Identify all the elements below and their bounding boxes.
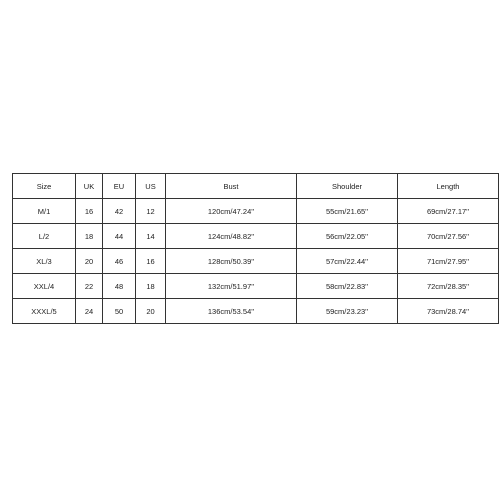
cell-size: XXL/4 <box>13 274 76 299</box>
cell-size: L/2 <box>13 224 76 249</box>
cell-bust: 124cm/48.82'' <box>166 224 297 249</box>
cell-length: 70cm/27.56'' <box>398 224 499 249</box>
table-row <box>13 199 499 224</box>
cell-bust: 136cm/53.54'' <box>166 299 297 324</box>
header-row <box>13 174 499 199</box>
cell-shoulder: 57cm/22.44'' <box>297 249 398 274</box>
cell-us: 18 <box>136 274 166 299</box>
cell-us: 16 <box>136 249 166 274</box>
cell-eu: 48 <box>103 274 136 299</box>
header-shoulder: Shoulder <box>297 174 398 199</box>
cell-bust: 128cm/50.39'' <box>166 249 297 274</box>
cell-eu: 50 <box>103 299 136 324</box>
cell-uk: 22 <box>76 274 103 299</box>
table-row <box>13 299 499 324</box>
header-size: Size <box>13 174 76 199</box>
cell-uk: 20 <box>76 249 103 274</box>
cell-length: 73cm/28.74'' <box>398 299 499 324</box>
cell-shoulder: 55cm/21.65'' <box>297 199 398 224</box>
cell-shoulder: 56cm/22.05'' <box>297 224 398 249</box>
table-row <box>13 249 499 274</box>
cell-bust: 132cm/51.97'' <box>166 274 297 299</box>
cell-uk: 18 <box>76 224 103 249</box>
header-uk: UK <box>76 174 103 199</box>
cell-eu: 42 <box>103 199 136 224</box>
cell-uk: 24 <box>76 299 103 324</box>
cell-length: 72cm/28.35'' <box>398 274 499 299</box>
cell-bust: 120cm/47.24'' <box>166 199 297 224</box>
header-us: US <box>136 174 166 199</box>
cell-eu: 46 <box>103 249 136 274</box>
header-length: Length <box>398 174 499 199</box>
cell-us: 12 <box>136 199 166 224</box>
cell-length: 71cm/27.95'' <box>398 249 499 274</box>
header-eu: EU <box>103 174 136 199</box>
cell-us: 20 <box>136 299 166 324</box>
cell-shoulder: 59cm/23.23'' <box>297 299 398 324</box>
cell-size: XL/3 <box>13 249 76 274</box>
cell-size: XXXL/5 <box>13 299 76 324</box>
table-row <box>13 224 499 249</box>
cell-length: 69cm/27.17'' <box>398 199 499 224</box>
table-row <box>13 274 499 299</box>
size-chart-table <box>12 173 499 324</box>
cell-eu: 44 <box>103 224 136 249</box>
cell-shoulder: 58cm/22.83'' <box>297 274 398 299</box>
cell-size: M/1 <box>13 199 76 224</box>
header-bust: Bust <box>166 174 297 199</box>
cell-uk: 16 <box>76 199 103 224</box>
cell-us: 14 <box>136 224 166 249</box>
